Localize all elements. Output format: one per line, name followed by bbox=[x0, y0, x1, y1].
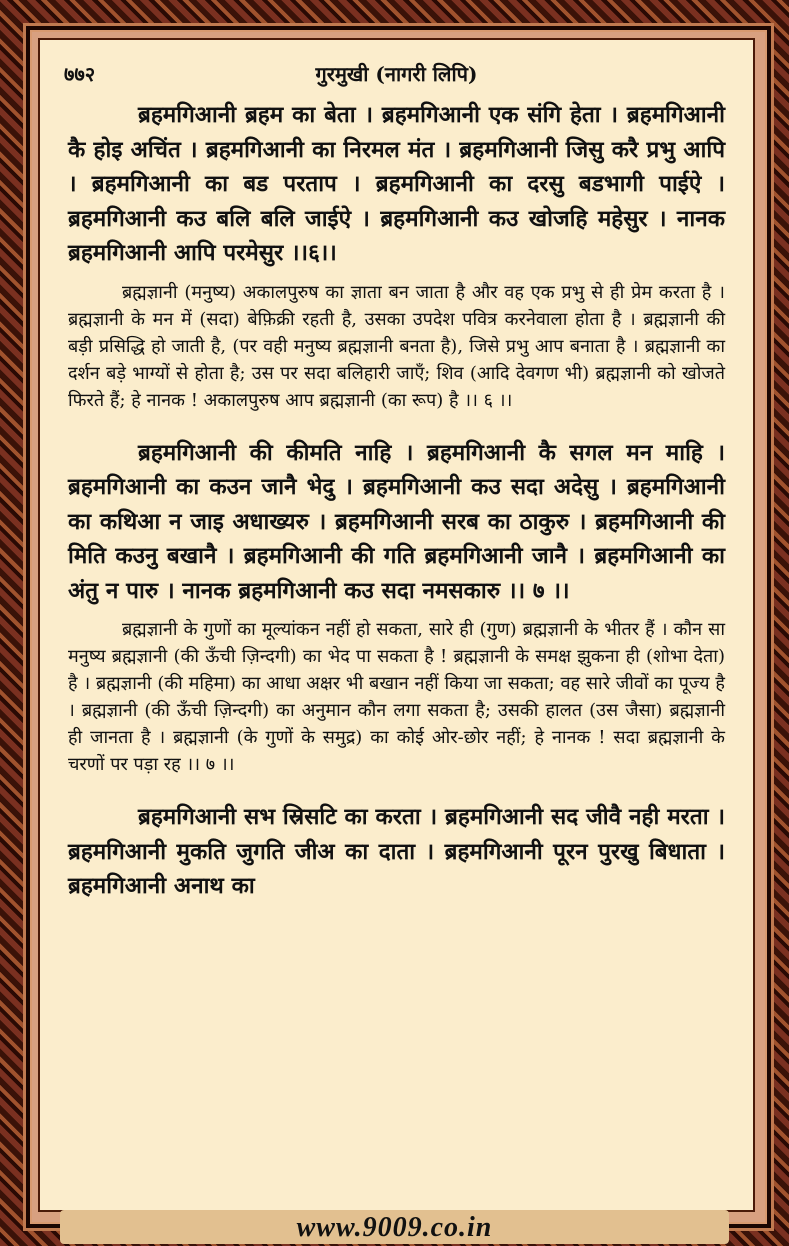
meaning-6: ब्रह्मज्ञानी (मनुष्य) अकालपुरुष का ज्ञाता बन जाता है और वह एक प्रभु से ही प्रेम करता है । ब्रह्मज्ञानी के मन में (सदा) बेफ़िक्री रहती है, उसका उपदेश पवित्र करनेवाला होता है । ब्रह्मज्ञानी की बड़ी प्रसिद्धि हो जाती है, (पर वही मनुष्य ब्रह्मज्ञानी बनता है), जिसे प्रभु आप बनाता है । ब्रह्मज्ञानी का दर्शन बड़े भाग्यों से होता है; उस पर सदा बलिहारी जाएँ; शिव (आदि देवगण भी) ब्रह्मज्ञानी को खोजते फिरते हैं; हे नानक ! अकालपुरुष आप ब्रह्मज्ञानी (का रूप) है ।। ६ ।। bbox=[68, 281, 725, 411]
page-number: ७७२ bbox=[64, 62, 96, 86]
verse-8: ब्रहमगिआनी सभ स्रिसटि का करता । ब्रहमगिआनी सद जीवै नही मरता । ब्रहमगिआनी मुकति जुगति जीअ का दाता । ब्रहमगिआनी पूरन पुरखु बिधाता । ब्रहमगिआनी अनाथ का bbox=[68, 804, 725, 899]
verse-6: ब्रहमगिआनी ब्रहम का बेता । ब्रहमगिआनी एक संगि हेता । ब्रहमगिआनी कै होइ अचिंत । ब्रहमगिआनी का निरमल मंत । ब्रहमगिआनी जिसु करै प्रभु आपि । ब्रहमगिआनी का बड परताप । ब्रहमगिआनी का दरसु बडभागी पाईऐ । ब्रहमगिआनी कउ बलि बलि जाईऐ । ब्रहमगिआनी कउ खोजहि महेसुर । नानक ब्रहमगिआनी आपि परमेसुर ।।६।। bbox=[68, 102, 725, 266]
page-title: गुरमुखी (नागरी लिपि) bbox=[315, 62, 478, 86]
verse-7: ब्रहमगिआनी की कीमति नाहि । ब्रहमगिआनी कै सगल मन माहि । ब्रहमगिआनी का कउन जानै भेदु । ब्रहमगिआनी कउ सदा अदेसु । ब्रहमगिआनी का कथिआ न जाइ अधाख्यरु । ब्रहमगिआनी सरब का ठाकुरु । ब्रहमगिआनी की मिति कउनु बखानै । ब्रहमगिआनी की गति ब्रहमगिआनी जानै । ब्रहमगिआनी का अंतु न पारु । नानक ब्रहमगिआनी कउ सदा नमसकारु ।। ७ ।। bbox=[68, 439, 725, 604]
meaning-7: ब्रह्मज्ञानी के गुणों का मूल्यांकन नहीं हो सकता, सारे ही (गुण) ब्रह्मज्ञानी के भीतर हैं । कौन सा मनुष्य ब्रह्मज्ञानी (की ऊँची ज़िन्दगी) का भेद पा सकता है ! ब्रह्मज्ञानी के समक्ष झुकना ही (शोभा देता) है । ब्रह्मज्ञानी (की महिमा) का आधा अक्षर भी बखान नहीं किया जा सकता; वह सारे जीवों का पूज्य है । ब्रह्मज्ञानी (की ऊँची ज़िन्दगी) का अनुमान कौन लगा सकता है; उसकी हालत (उस जैसा) ब्रह्मज्ञानी ही जानता है । ब्रह्मज्ञानी (के गुणों के समुद्र) का कोई ओर-छोर नहीं; हे नानक ! सदा ब्रह्मज्ञानी के चरणों पर पड़ा रह ।। ७ ।। bbox=[68, 619, 725, 775]
page-header bbox=[64, 60, 729, 90]
scripture-page bbox=[38, 38, 755, 1212]
website-footer[interactable]: www.9009.co.in bbox=[296, 1212, 493, 1243]
page-content bbox=[68, 98, 725, 912]
